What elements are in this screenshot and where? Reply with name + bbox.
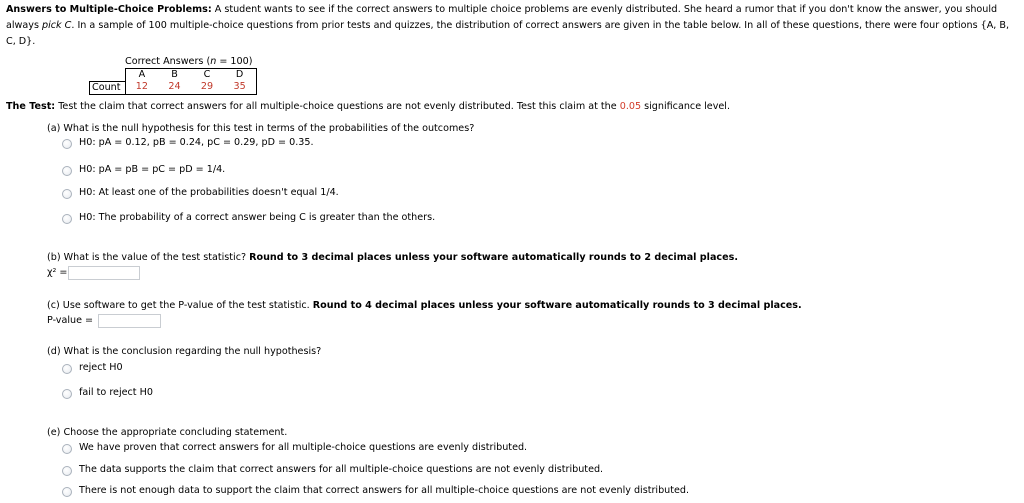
chi-square-label: χ² = xyxy=(47,267,68,278)
part-a-option-2-radio[interactable] xyxy=(62,166,72,176)
intro-italic: pick C xyxy=(42,20,72,31)
part-b-question: (b) What is the value of the test statistic? Round to 3 decimal places unless your software automatically rounds to 2 decimal places. xyxy=(47,252,738,263)
count-c: 29 xyxy=(191,81,223,94)
count-a: 12 xyxy=(125,81,158,94)
p-value-input[interactable] xyxy=(98,314,161,328)
part-e-option-3: There is not enough data to support the claim that correct answers for all multiple-choice questions are not evenly distributed. xyxy=(79,485,690,496)
header-b: B xyxy=(158,69,190,82)
intro-text-2: . In a sample of 100 multiple-choice questions from prior tests and quizzes, the distribution of correct answers are given in the table below. In all of these questions, there were four options {A, B, C, D}. xyxy=(6,20,1010,47)
part-e-option-1: We have proven that correct answers for all multiple-choice questions are evenly distributed. xyxy=(79,442,528,453)
part-e-option-1-radio[interactable] xyxy=(62,444,72,454)
test-statistic-input[interactable] xyxy=(68,266,140,280)
reject-radio[interactable] xyxy=(62,364,72,374)
header-d: D xyxy=(223,69,256,82)
table-caption: Correct Answers (n = 100) xyxy=(125,56,253,67)
part-a-option-2: H0: pA = pB = pC = pD = 1/4. xyxy=(79,164,226,175)
header-a: A xyxy=(125,69,158,82)
row-label: Count xyxy=(90,81,126,94)
count-b: 24 xyxy=(158,81,190,94)
part-a-option-1: H0: pA = 0.12, pB = 0.24, pC = 0.29, pD = 0.35. xyxy=(79,137,314,148)
part-e-option-3-radio[interactable] xyxy=(62,487,72,497)
part-e-question: (e) Choose the appropriate concluding statement. xyxy=(47,427,288,438)
problem-title: Answers to Multiple-Choice Problems: xyxy=(6,4,212,15)
p-value-label: P-value = xyxy=(47,315,94,326)
test-statement: The Test: Test the claim that correct answers for all multiple-choice questions are not evenly distributed. Test this claim at the 0.05 significance level. xyxy=(6,101,731,112)
part-a-option-1-radio[interactable] xyxy=(62,139,72,149)
reject-option: reject H0 xyxy=(79,362,123,373)
part-e-option-2-radio[interactable] xyxy=(62,466,72,476)
alpha-value: 0.05 xyxy=(619,101,642,112)
header-c: C xyxy=(191,69,223,82)
part-a-option-3: H0: At least one of the probabilities doesn't equal 1/4. xyxy=(79,187,339,198)
intro-text: A student wants to see if the correct answers to multiple choice problems are evenly distributed. She heard a rumor that if you don't know the answer, you should always xyxy=(6,4,998,31)
part-a-option-4-radio[interactable] xyxy=(62,214,72,224)
test-label: The Test: xyxy=(6,101,56,112)
problem-intro xyxy=(6,2,1016,50)
distribution-table xyxy=(89,56,257,95)
part-e-option-2: The data supports the claim that correct answers for all multiple-choice questions are not evenly distributed. xyxy=(79,464,604,475)
part-c-question: (c) Use software to get the P-value of the test statistic. Round to 4 decimal places unless your software automatically rounds to 3 decimal places. xyxy=(47,300,802,311)
count-d: 35 xyxy=(223,81,256,94)
part-a-option-3-radio[interactable] xyxy=(62,189,72,199)
part-a-option-4: H0: The probability of a correct answer being C is greater than the others. xyxy=(79,212,436,223)
part-a-question: (a) What is the null hypothesis for this test in terms of the probabilities of the outcomes? xyxy=(47,123,475,134)
part-d-question: (d) What is the conclusion regarding the null hypothesis? xyxy=(47,346,322,357)
fail-to-reject-radio[interactable] xyxy=(62,389,72,399)
fail-to-reject-option: fail to reject H0 xyxy=(79,387,153,398)
